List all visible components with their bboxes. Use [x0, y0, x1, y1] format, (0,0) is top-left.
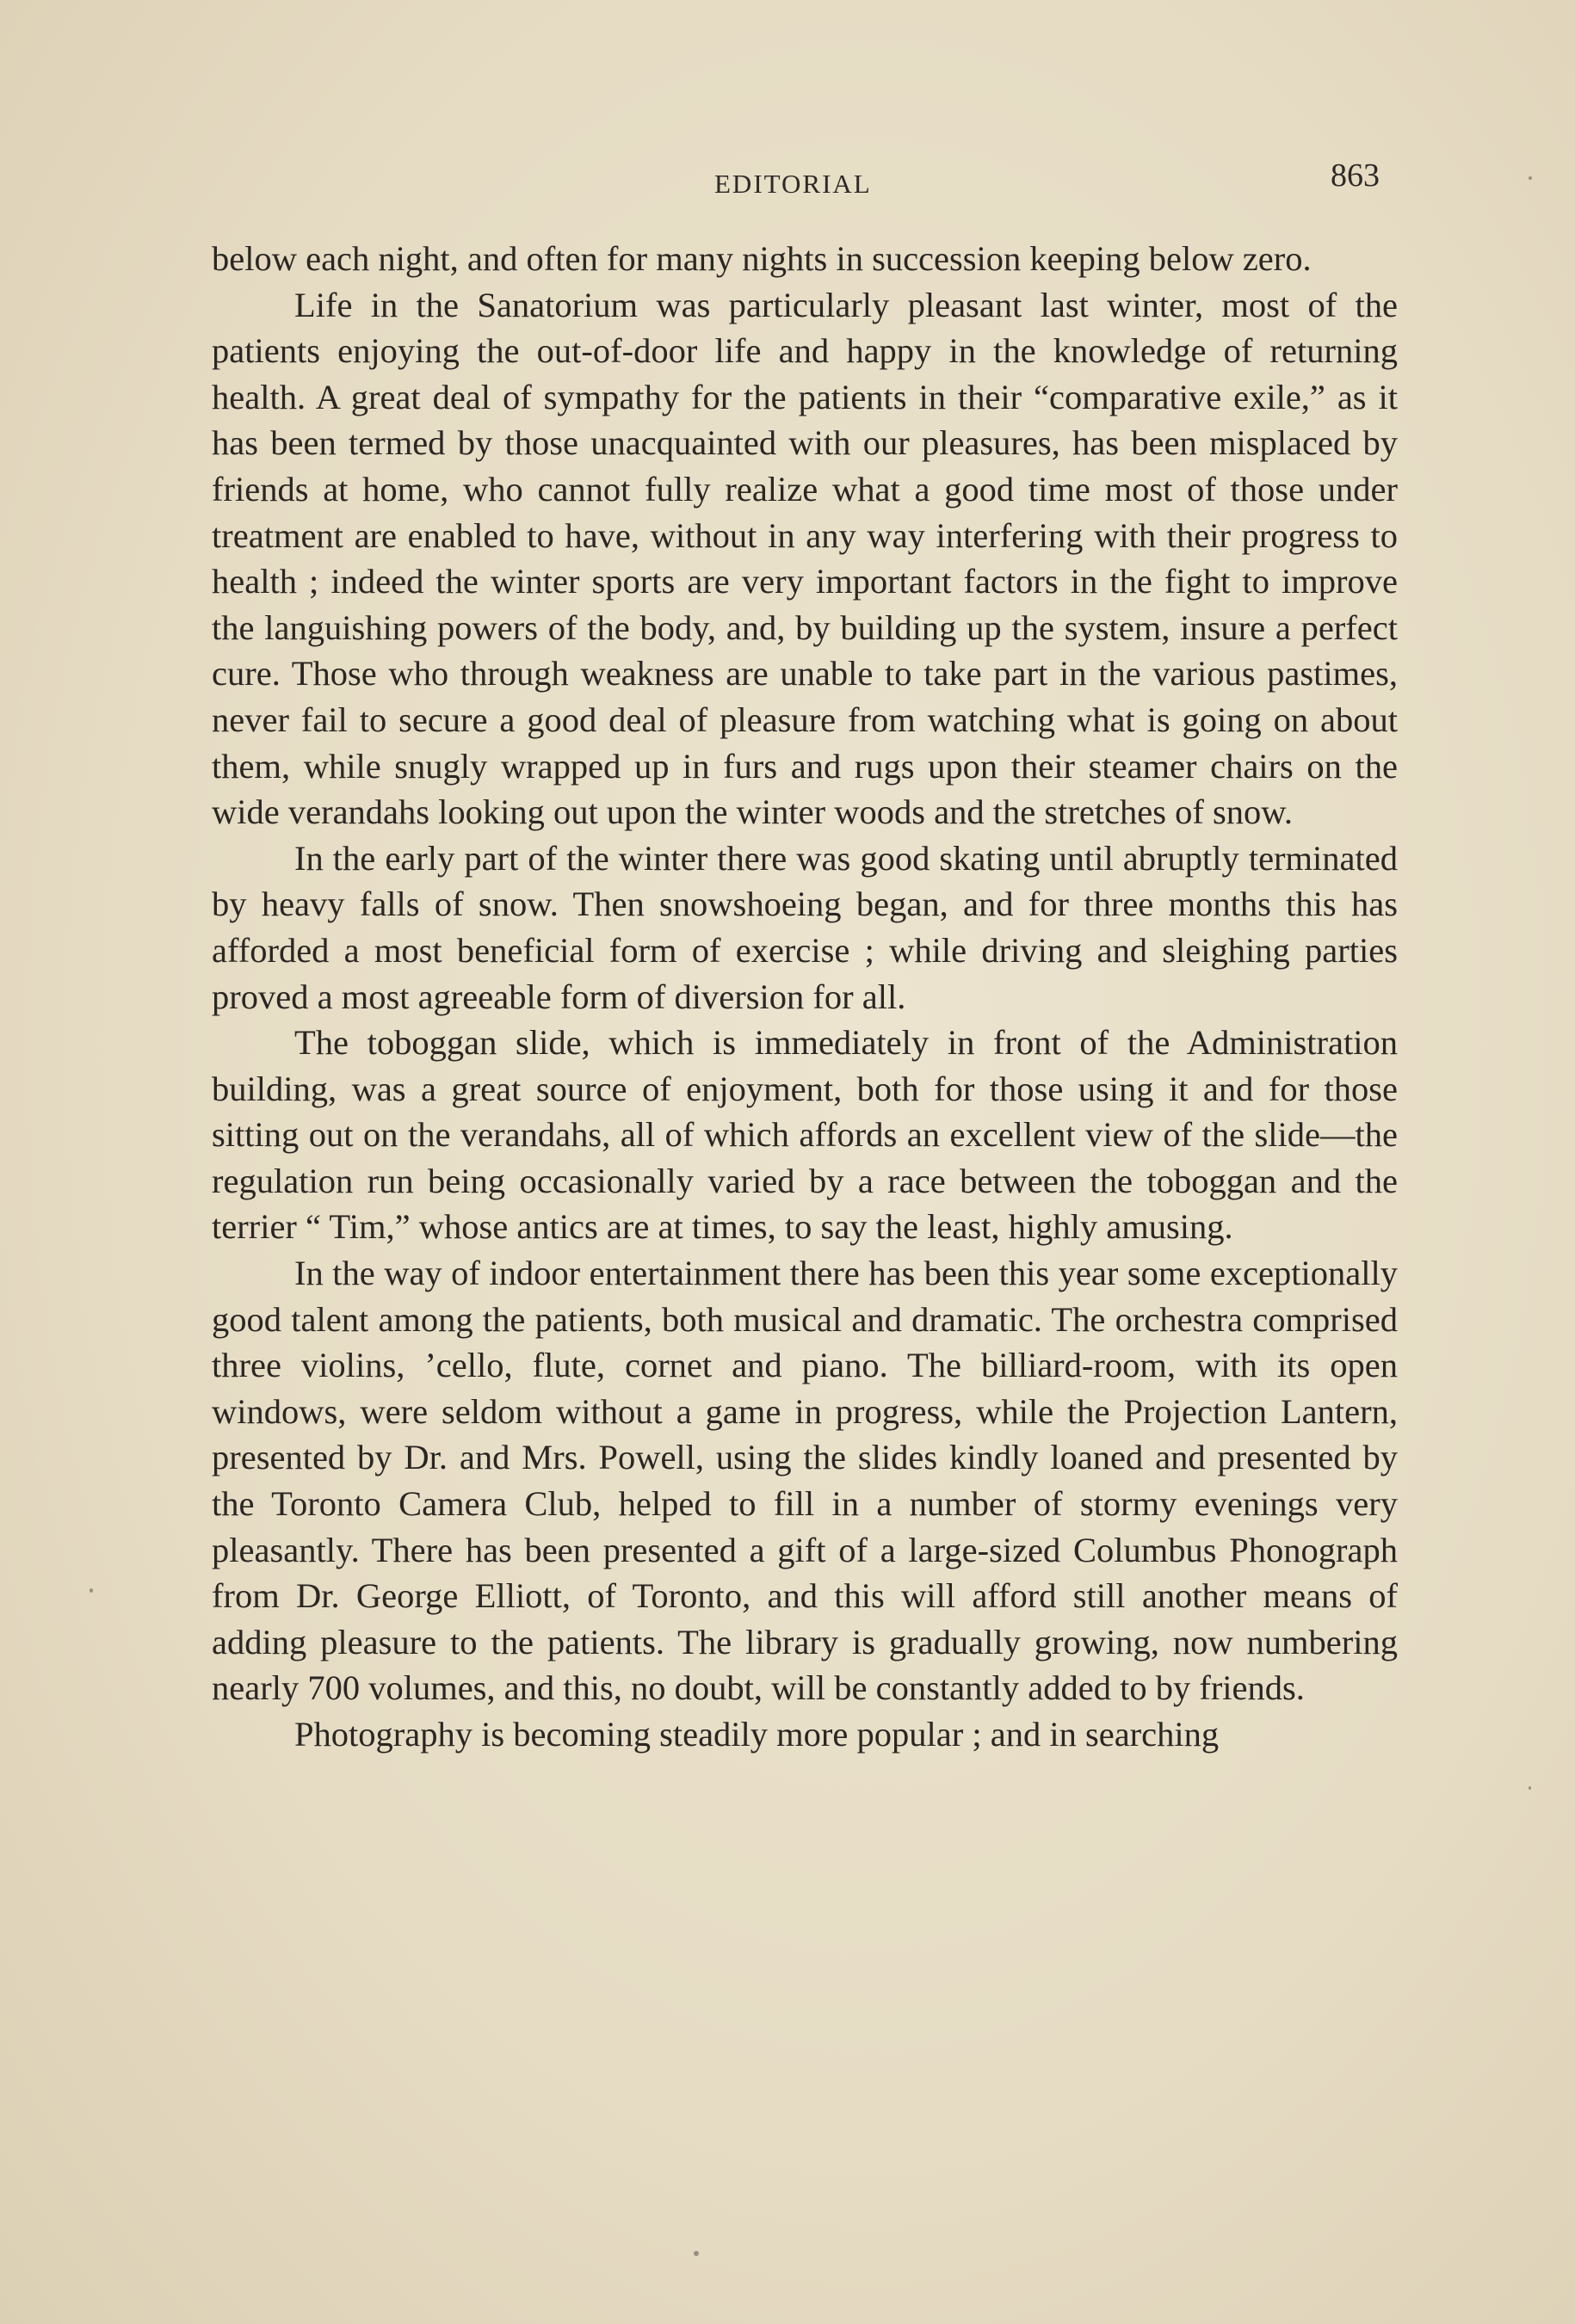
- ink-speck: [1529, 1786, 1531, 1790]
- ink-speck: [90, 1588, 93, 1593]
- ink-speck: [694, 2251, 699, 2256]
- running-head-title: EDITORIAL: [714, 169, 872, 199]
- running-head: [0, 157, 1575, 207]
- ink-speck: [1529, 176, 1532, 180]
- paragraph-toboggan: The toboggan slide, which is immediately in front of the Administration building, was a great source of enjoyment, both for those using it and for those sitting out on the verandahs, all of which affords an excellent view of the slide—the regulation run being occasionally varied by a race between the toboggan and the terrier “ Tim,” whose antics are at times, to say the least, highly amusing.: [212, 1023, 1398, 1247]
- editorial-body: [212, 236, 1398, 1758]
- paragraph-skating: In the early part of the winter there was good skating until abruptly terminated by heavy falls of snow. Then snowshoeing began, and for three months this has afforded a most beneficial form of exercise ; while driving and sleighing parties proved a most agreeable form of diversion for all.: [212, 838, 1398, 1016]
- paragraph-sanatorium-life: Life in the Sanatorium was particularly pleasant last winter, most of the patients enjoying the out-of-door life and happy in the knowledge of returning health. A great deal of sympathy for the patients in their “comparative exile,” as it has been termed by those unacquainted with our pleasures, has been misplaced by friends at home, who cannot fully realize what a good time most of those under treatment are enabled to have, without in any way interfering with their progress to health ; indeed the winter sports are very important factors in the fight to improve the languishing powers of the body, and, by building up the system, insure a perfect cure. Those who through weakness are unable to take part in the various pastimes, never fail to secure a good deal of pleasure from watching what is going on about them, while snugly wrapped up in furs and rugs upon their steamer chairs on the wide verandahs looking out upon the winter woods and the stretches of snow.: [212, 285, 1398, 832]
- page-number: 863: [1331, 157, 1380, 194]
- paragraph-photography: Photography is becoming steadily more popular ; and in searching: [294, 1715, 1220, 1754]
- paragraph-indoor-entertainment: In the way of indoor entertainment there has been this year some exceptionally good talent among the patients, both musical and dramatic. The orchestra comprised three violins, ’cello, flute, cornet and piano. The billiard-room, with its open windows, were seldom without a game in progress, while the Projection Lantern, presented by Dr. and Mrs. Powell, using the slides kindly loaned and presented by the Toronto Camera Club, helped to fill in a number of stormy evenings very pleasantly. There has been presented a gift of a large-sized Columbus Phonograph from Dr. George Elliott, of Toronto, and this will afford still another means of adding pleasure to the patients. The library is gradually growing, now numbering nearly 700 volumes, and this, no doubt, will be constantly added to by friends.: [212, 1254, 1398, 1708]
- paragraph-continuation: below each night, and often for many nights in succession keeping below zero.: [212, 239, 1312, 278]
